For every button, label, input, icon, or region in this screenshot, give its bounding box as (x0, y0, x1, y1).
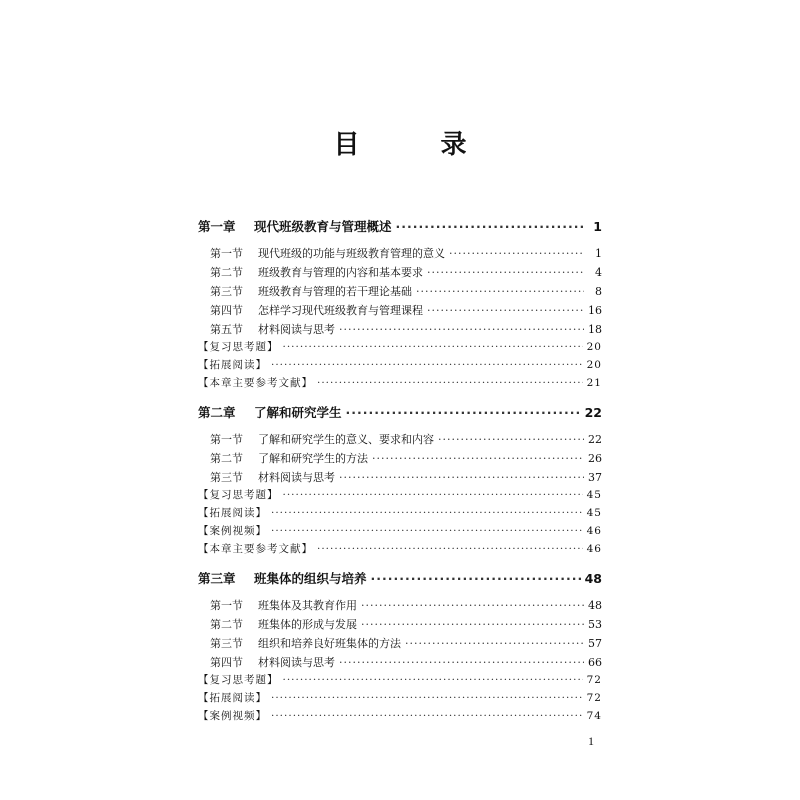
toc-section[interactable] (210, 283, 602, 299)
extra-page: 45 (586, 507, 602, 519)
dot-leader (361, 618, 584, 631)
section-number: 第一节 (210, 599, 243, 612)
section-page: 48 (588, 599, 602, 612)
extra-page: 72 (586, 674, 602, 686)
section-title: 组织和培养良好班集体的方法 (258, 637, 401, 650)
section-title: 班集体及其教育作用 (258, 599, 357, 612)
chapter-number: 第三章 (198, 571, 236, 586)
extra-title: 【案例视频】 (198, 710, 267, 722)
dot-leader (271, 525, 583, 537)
toc-section[interactable] (210, 321, 602, 337)
dot-leader (317, 377, 583, 389)
dot-leader (427, 304, 584, 317)
section-page: 4 (595, 266, 602, 279)
chapter-title: 班集体的组织与培养 (254, 571, 367, 586)
dot-leader (271, 507, 583, 519)
toc-section[interactable] (210, 654, 602, 670)
extra-title: 【本章主要参考文献】 (198, 377, 313, 389)
section-number: 第二节 (210, 452, 243, 465)
section-number: 第四节 (210, 656, 243, 669)
section-page: 37 (588, 471, 602, 484)
toc-chapter-1[interactable] (198, 217, 602, 235)
toc-chapter-2[interactable] (198, 403, 602, 421)
dot-leader (449, 247, 584, 260)
dot-leader (396, 219, 584, 234)
section-title: 材料阅读与思考 (258, 656, 335, 669)
chapter-page: 1 (593, 219, 602, 234)
extra-title: 【拓展阅读】 (198, 359, 267, 371)
extra-title: 【复习思考题】 (198, 674, 279, 686)
toc-extra[interactable] (198, 690, 602, 705)
toc-extra[interactable] (198, 672, 602, 687)
extra-title: 【复习思考题】 (198, 341, 279, 353)
dot-leader (438, 433, 584, 446)
section-page: 1 (595, 247, 602, 260)
extra-page: 20 (586, 359, 602, 371)
chapter-page: 48 (584, 571, 602, 586)
toc-extra[interactable] (198, 357, 602, 372)
extra-title: 【拓展阅读】 (198, 692, 267, 704)
toc-chapter-3[interactable] (198, 569, 602, 587)
page-title: 目 录 (333, 130, 503, 160)
page-number: 1 (588, 734, 594, 748)
extra-page: 46 (586, 543, 602, 555)
section-number: 第三节 (210, 637, 243, 650)
section-page: 53 (588, 618, 602, 631)
chapter-number: 第二章 (198, 405, 236, 420)
dot-leader (339, 471, 584, 484)
section-number: 第一节 (210, 247, 243, 260)
dot-leader (283, 489, 583, 501)
chapter-page: 22 (584, 405, 602, 420)
extra-page: 74 (586, 710, 602, 722)
section-page: 8 (595, 285, 602, 298)
section-page: 26 (588, 452, 602, 465)
dot-leader (361, 599, 584, 612)
dot-leader (283, 674, 583, 686)
section-title: 材料阅读与思考 (258, 323, 335, 336)
toc-section[interactable] (210, 302, 602, 318)
dot-leader (271, 692, 583, 704)
extra-page: 21 (586, 377, 602, 389)
toc-extra[interactable] (198, 487, 602, 502)
chapter-title: 现代班级教育与管理概述 (254, 219, 392, 234)
toc-extra[interactable] (198, 375, 602, 390)
section-title: 现代班级的功能与班级教育管理的意义 (258, 247, 445, 260)
toc-section[interactable] (210, 469, 602, 485)
toc-section[interactable] (210, 450, 602, 466)
extra-page: 45 (586, 489, 602, 501)
toc-extra[interactable] (198, 708, 602, 723)
dot-leader (317, 543, 583, 555)
extra-title: 【案例视频】 (198, 525, 267, 537)
extra-title: 【本章主要参考文献】 (198, 543, 313, 555)
dot-leader (271, 359, 583, 371)
dot-leader (339, 656, 584, 669)
section-title: 材料阅读与思考 (258, 471, 335, 484)
toc-section[interactable] (210, 245, 602, 261)
chapter-number: 第一章 (198, 219, 236, 234)
chapter-title: 了解和研究学生 (254, 405, 342, 420)
section-title: 班级教育与管理的内容和基本要求 (258, 266, 423, 279)
section-number: 第三节 (210, 285, 243, 298)
section-title: 班集体的形成与发展 (258, 618, 357, 631)
section-page: 22 (588, 433, 602, 446)
dot-leader (283, 341, 583, 353)
toc-section[interactable] (210, 431, 602, 447)
extra-page: 20 (586, 341, 602, 353)
section-number: 第二节 (210, 266, 243, 279)
dot-leader (372, 452, 584, 465)
extra-page: 46 (586, 525, 602, 537)
extra-page: 72 (586, 692, 602, 704)
section-title: 班级教育与管理的若干理论基础 (258, 285, 412, 298)
section-page: 18 (588, 323, 602, 336)
dot-leader (416, 285, 584, 298)
toc-extra[interactable] (198, 523, 602, 538)
section-number: 第一节 (210, 433, 243, 446)
section-number: 第二节 (210, 618, 243, 631)
section-title: 了解和研究学生的方法 (258, 452, 368, 465)
dot-leader (271, 710, 583, 722)
section-title: 怎样学习现代班级教育与管理课程 (258, 304, 423, 317)
dot-leader (346, 405, 581, 420)
toc-section[interactable] (210, 635, 602, 651)
section-page: 16 (588, 304, 602, 317)
section-page: 66 (588, 656, 602, 669)
extra-title: 【复习思考题】 (198, 489, 279, 501)
toc-section[interactable] (210, 264, 602, 280)
dot-leader (427, 266, 584, 279)
extra-title: 【拓展阅读】 (198, 507, 267, 519)
section-number: 第四节 (210, 304, 243, 317)
section-number: 第五节 (210, 323, 243, 336)
section-title: 了解和研究学生的意义、要求和内容 (258, 433, 434, 446)
toc-extra[interactable] (198, 505, 602, 520)
toc-section[interactable] (210, 597, 602, 613)
dot-leader (405, 637, 584, 650)
toc-section[interactable] (210, 616, 602, 632)
section-number: 第三节 (210, 471, 243, 484)
toc-extra[interactable] (198, 339, 602, 354)
dot-leader (339, 323, 584, 336)
dot-leader (371, 571, 581, 586)
toc-extra[interactable] (198, 541, 602, 556)
section-page: 57 (588, 637, 602, 650)
